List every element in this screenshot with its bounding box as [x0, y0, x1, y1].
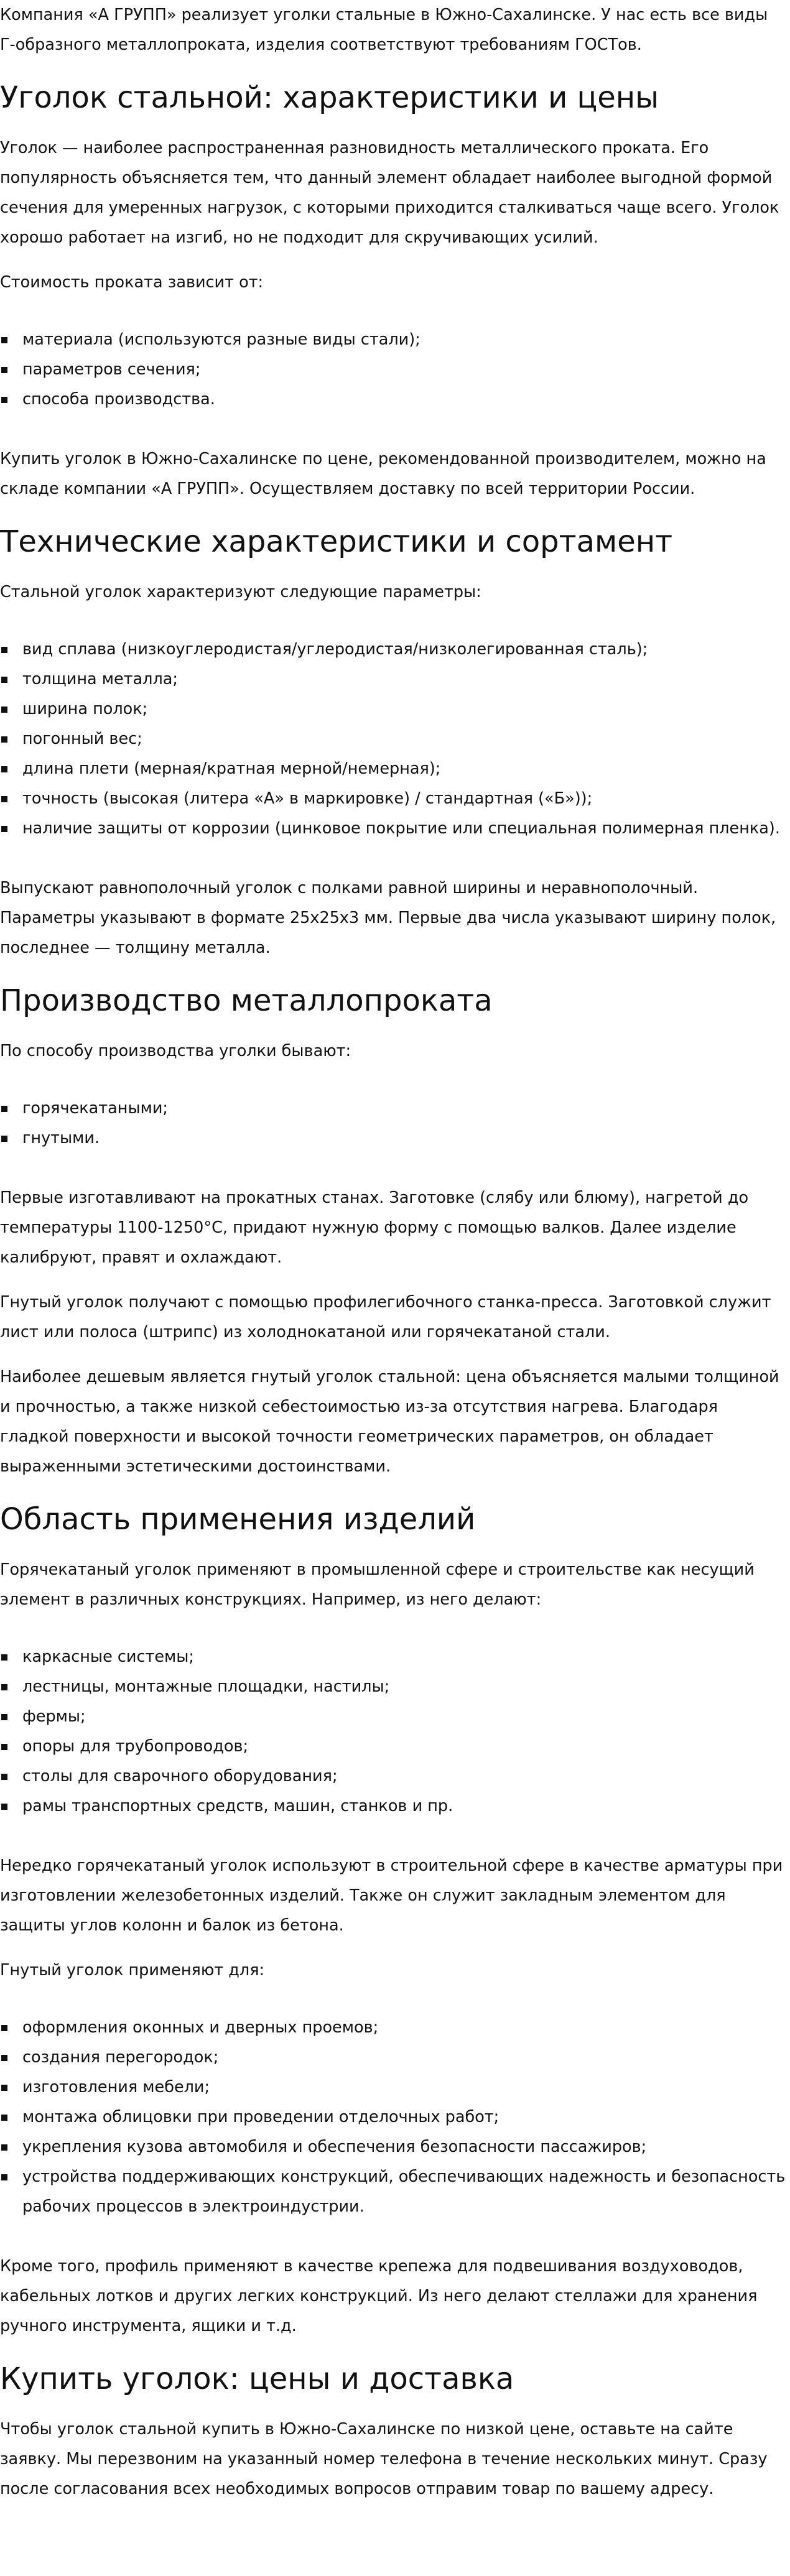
section-buy: [0, 2361, 787, 2504]
section-characteristics: [0, 80, 787, 504]
list-item: горячекатаными;: [0, 1093, 787, 1123]
paragraph: По способу производства уголки бывают:: [0, 1042, 351, 1060]
list-item: толщина металла;: [0, 664, 787, 694]
list-item: способа производства.: [0, 384, 787, 414]
list-item: оформления оконных и дверных проемов;: [0, 2013, 787, 2042]
list-item: параметров сечения;: [0, 354, 787, 384]
list-item: изготовления мебели;: [0, 2072, 787, 2102]
list-item: длина плети (мерная/кратная мерной/немерная);: [0, 754, 787, 784]
paragraph: Стальной уголок характеризуют следующие параметры:: [0, 583, 481, 601]
list-item: лестницы, монтажные площадки, настилы;: [0, 1672, 787, 1702]
heading-specs: Технические характеристики и сортамент: [0, 524, 673, 559]
list-item: гнутыми.: [0, 1123, 787, 1153]
paragraph: Наиболее дешевым является гнутый уголок стальной: цена объясняется малыми толщиной и прочностью, а также низкой себестоимостью из-за отсутствия нагрева. Благодаря гладкой поверхности и высокой точности геометрических параметров, он обладает выраженными эстетическими достоинствами.: [0, 1368, 779, 1476]
paragraph: Нередко горячекатаный уголок используют в строительной сфере в качестве арматуры при изготовлении железобетонных изделий. Также он служит закладным элементом для защиты углов колонн и балок из бетона.: [0, 1856, 783, 1935]
list-item: монтажа облицовки при проведении отделочных работ;: [0, 2102, 787, 2132]
production-types-list: [0, 1093, 787, 1153]
price-factors-list: [0, 325, 787, 414]
list-item: погонный вес;: [0, 724, 787, 754]
section-application: [0, 1501, 787, 2341]
hot-rolled-uses-list: [0, 1642, 787, 1821]
list-item: наличие защиты от коррозии (цинковое покрытие или специальная полимерная пленка).: [0, 813, 787, 843]
list-item: опоры для трубопроводов;: [0, 1731, 787, 1761]
heading-production: Производство металлопроката: [0, 983, 493, 1018]
heading-buy: Купить уголок: цены и доставка: [0, 2361, 514, 2396]
paragraph: Первые изготавливают на прокатных станах. Заготовке (слябу или блюму), нагретой до температуры 1100-1250°С, придают нужную форму с помощью валков. Далее изделие калибруют, правят и охлаждают.: [0, 1188, 749, 1267]
heading-application: Область применения изделий: [0, 1502, 476, 1537]
paragraph: Горячекатаный уголок применяют в промышленной сфере и строительстве как несущий элемент в различных конструкциях. Например, из него делают:: [0, 1560, 755, 1609]
list-item: точность (высокая (литера «А» в маркировке) / стандартная («Б»));: [0, 784, 787, 813]
list-item: материала (используются разные виды стали);: [0, 325, 787, 354]
heading-characteristics: Уголок стальной: характеристики и цены: [0, 80, 659, 115]
paragraph: Уголок — наиболее распространенная разновидность металлического проката. Его популярность объясняется тем, что данный элемент обладает наиболее выгодной формой сечения для умеренных нагрузок, с которыми приходится сталкиваться чаще всего. Уголок хорошо работает на изгиб, но не подходит для скручивающих усилий.: [0, 139, 779, 247]
paragraph: Стоимость проката зависит от:: [0, 273, 264, 292]
list-item: укрепления кузова автомобиля и обеспечения безопасности пассажиров;: [0, 2132, 787, 2162]
paragraph: Кроме того, профиль применяют в качестве крепежа для подвешивания воздуховодов, кабельных лотков и других легких конструкций. Из него делают стеллажи для хранения ручного инструмента, ящики и т.д.: [0, 2257, 758, 2335]
section-production: [0, 983, 787, 1481]
paragraph: Гнутый уголок применяют для:: [0, 1961, 265, 1980]
section-specs: [0, 524, 787, 963]
list-item: устройства поддерживающих конструкций, обеспечивающих надежность и безопасность рабочих процессов в электроиндустрии.: [0, 2162, 787, 2222]
list-item: фермы;: [0, 1702, 787, 1731]
list-item: рамы транспортных средств, машин, станков и пр.: [0, 1791, 787, 1821]
specs-list: [0, 634, 787, 843]
list-item: вид сплава (низкоуглеродистая/углеродистая/низколегированная сталь);: [0, 634, 787, 664]
list-item: создания перегородок;: [0, 2042, 787, 2072]
paragraph: Купить уголок в Южно-Сахалинске по цене, рекомендованной производителем, можно на складе компании «А ГРУПП». Осуществляем доставку по всей территории России.: [0, 450, 766, 498]
list-item: каркасные системы;: [0, 1642, 787, 1672]
list-item: ширина полок;: [0, 694, 787, 724]
paragraph: Выпускают равнополочный уголок с полками равной ширины и неравнополочный. Параметры указывают в формате 25х25х3 мм. Первые два числа указывают ширину полок, последнее — толщину металла.: [0, 879, 776, 957]
list-item: столы для сварочного оборудования;: [0, 1761, 787, 1791]
intro-paragraph: Компания «А ГРУПП» реализует уголки стальные в Южно-Сахалинске. У нас есть все виды Г-образного металлопроката, изделия соответствуют требованиям ГОСТов.: [0, 6, 768, 54]
paragraph: Гнутый уголок получают с помощью профилегибочного станка-пресса. Заготовкой служит лист или полоса (штрипс) из холоднокатаной или горячекатаной стали.: [0, 1293, 771, 1341]
paragraph: Чтобы уголок стальной купить в Южно-Сахалинске по низкой цене, оставьте на сайте заявку. Мы перезвоним на указанный номер телефона в течение нескольких минут. Сразу после согласования всех необходимых вопросов отправим товар по вашему адресу.: [0, 2420, 768, 2498]
bent-uses-list: [0, 2013, 787, 2222]
